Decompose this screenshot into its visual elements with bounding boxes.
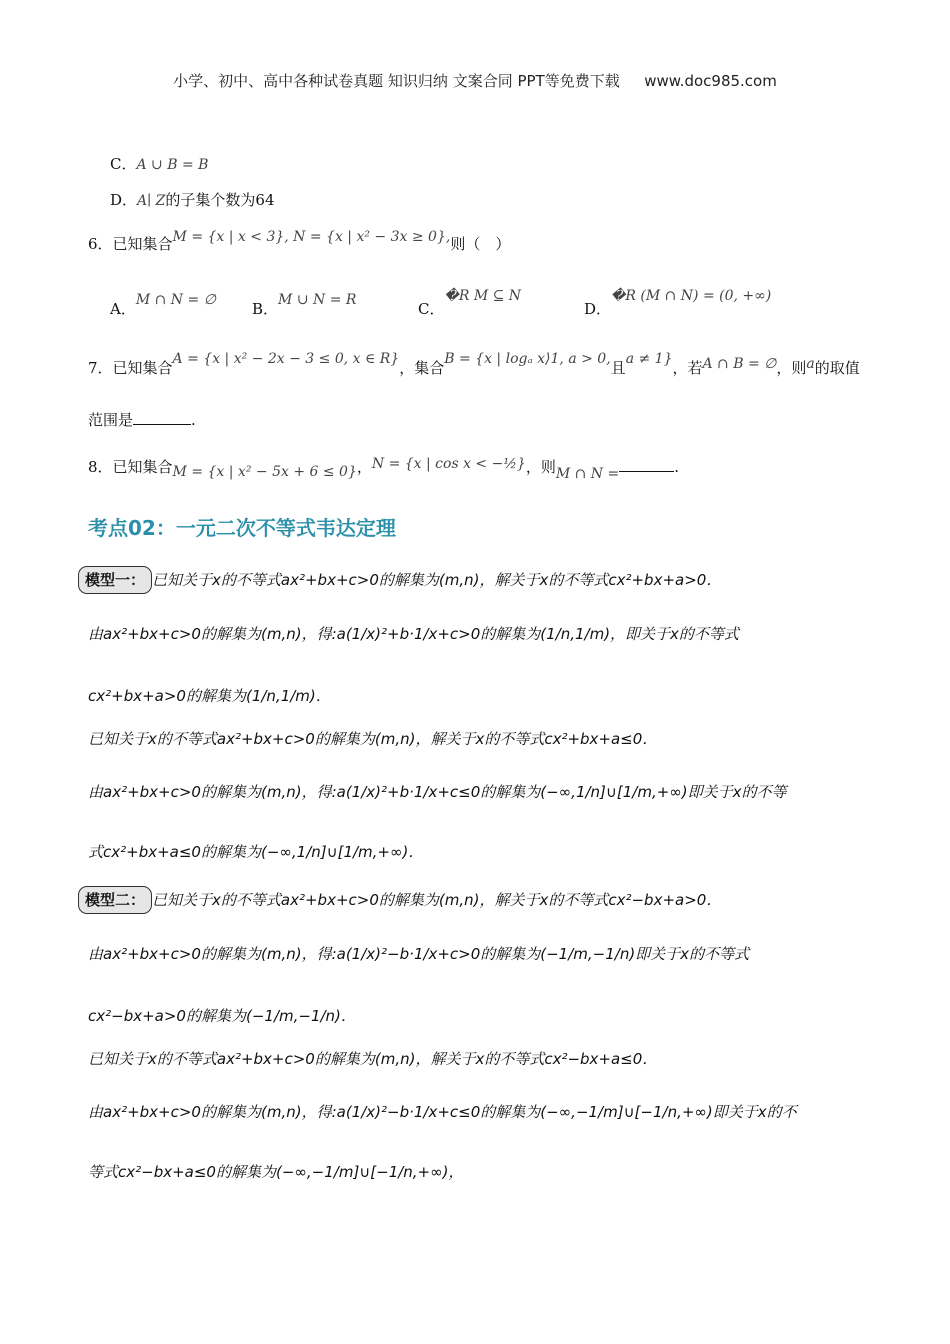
q6-option-c — [418, 288, 522, 322]
q6-option-a-label: A． — [110, 300, 136, 318]
q6-option-c-math: �R M ⊆ N — [444, 288, 522, 304]
q8-pre: 8．已知集合 — [88, 458, 173, 476]
model1-text-5: 由ax²+bx+c>0的解集为(m,n)，得:a(1/x)²+b·1/x+c≤0的解集为(−∞,1/n]∪[1/m,+∞)即关于x的不等 — [88, 783, 787, 801]
model1-line1 — [78, 566, 721, 594]
model1-text-6: 式cx²+bx+a≤0的解集为(−∞,1/n]∪[1/m,+∞)． — [88, 843, 424, 861]
q7-math-e: a — [806, 356, 815, 372]
model1-line6 — [88, 840, 423, 864]
q7-line2-post: . — [191, 411, 196, 429]
q7-stem — [88, 351, 860, 381]
q6-option-b-math: M ∪ N = R — [278, 292, 357, 308]
model2-line2 — [88, 942, 749, 966]
q7-answer-blank — [133, 410, 191, 425]
q7-mid1: ，集合 — [399, 359, 445, 377]
model2-text-1: 已知关于x的不等式ax²+bx+c>0的解集为(m,n)，解关于x的不等式cx²−bx+a>0． — [152, 891, 722, 909]
model2-text-5: 由ax²+bx+c>0的解集为(m,n)，得:a(1/x)²−b·1/x+c≤0的解集为(−∞,−1/m]∪[−1/n,+∞)即关于x的不 — [88, 1103, 797, 1121]
model2-line1 — [78, 886, 721, 914]
q6-option-d — [584, 288, 772, 322]
model2-badge: 模型二： — [78, 886, 152, 914]
q7-math-c: a ≠ 1} — [625, 351, 673, 367]
model1-text-3: cx²+bx+a>0的解集为(1/n,1/m)． — [88, 687, 331, 705]
model1-line2 — [88, 622, 739, 646]
q7-pre: 7．已知集合 — [88, 359, 173, 377]
model1-line3 — [88, 684, 331, 708]
q8-answer-blank — [619, 457, 674, 472]
q6-stem-pre: 6．已知集合 — [88, 235, 173, 253]
q5-option-c — [110, 152, 208, 177]
q5-option-d-text: 的子集个数为64 — [165, 191, 275, 209]
q8-math-n: N = {x | cos x < −½} — [371, 456, 526, 472]
q8-math-m: M = {x | x² − 5x + 6 ≤ 0} — [172, 464, 357, 480]
q7-math-d: A ∩ B = ∅ — [702, 356, 777, 372]
model1-text-1: 已知关于x的不等式ax²+bx+c>0的解集为(m,n)，解关于x的不等式cx²+bx+a>0． — [152, 571, 722, 589]
q8-mid2: ，则 — [525, 458, 556, 476]
q7-post: 的取值 — [814, 359, 860, 377]
section-title: 考点02：一元二次不等式韦达定理 — [88, 516, 396, 540]
q8-post: . — [674, 458, 680, 476]
q6-option-b-label: B． — [252, 300, 279, 318]
model1-text-4: 已知关于x的不等式ax²+bx+c>0的解集为(m,n)，解关于x的不等式cx²+bx+a≤0． — [88, 730, 658, 748]
q6-option-d-label: D． — [584, 300, 612, 318]
page-header: 小学、初中、高中各种试卷真题 知识归纳 文案合同 PPT等免费下载 www.doc985.com — [173, 72, 777, 90]
model2-line5 — [88, 1100, 797, 1124]
q7-line2 — [88, 408, 196, 432]
model2-line3 — [88, 1004, 356, 1028]
model2-line6 — [88, 1160, 463, 1184]
model2-text-2: 由ax²+bx+c>0的解集为(m,n)，得:a(1/x)²−b·1/x+c>0的解集为(−1/m,−1/n)即关于x的不等式 — [88, 945, 750, 963]
q7-math-a: A = {x | x² − 2x − 3 ≤ 0, x ∈ R} — [172, 351, 400, 367]
q6-option-a-math: M ∩ N = ∅ — [135, 292, 216, 308]
q7-mid2: 且 — [610, 359, 626, 377]
q6-option-c-label: C． — [418, 300, 445, 318]
q5-option-d-math: A∣ Z — [137, 193, 166, 209]
model2-line4 — [88, 1047, 657, 1071]
q5-option-c-label: C． — [110, 155, 137, 173]
q6-stem — [88, 229, 511, 257]
q8-math-r: M ∩ N = — [555, 466, 620, 482]
model1-line5 — [88, 780, 787, 804]
q5-option-d-label: D． — [110, 191, 138, 209]
q5-option-d — [110, 188, 275, 213]
model2-text-4: 已知关于x的不等式ax²+bx+c>0的解集为(m,n)，解关于x的不等式cx²−bx+a≤0． — [88, 1050, 658, 1068]
model2-text-3: cx²−bx+a>0的解集为(−1/m,−1/n)． — [88, 1007, 356, 1025]
q6-option-a — [110, 292, 216, 322]
q5-option-c-math: A ∪ B = B — [136, 157, 209, 173]
model2-text-6: 等式cx²−bx+a≤0的解集为(−∞,−1/m]∪[−1/n,+∞)， — [88, 1163, 464, 1181]
q7-mid3: ，若 — [672, 359, 703, 377]
q6-option-b — [252, 292, 357, 322]
q7-math-b: B = {x | logₐ x⟩1, a > 0, — [444, 351, 611, 367]
model1-line4 — [88, 727, 657, 751]
model1-text-2: 由ax²+bx+c>0的解集为(m,n)，得:a(1/x)²+b·1/x+c>0的解集为(1/n,1/m)，即关于x的不等式 — [88, 625, 739, 643]
q6-stem-post: 则（ ） — [450, 235, 511, 253]
q8-stem — [88, 455, 679, 480]
q6-stem-math: M = {x | x < 3}, N = {x | x² − 3x ≥ 0}, — [172, 229, 451, 245]
q7-line2-pre: 范围是 — [88, 411, 134, 429]
q7-mid4: ，则 — [776, 359, 807, 377]
q8-mid1: ， — [356, 458, 372, 476]
q6-option-d-math: �R (M ∩ N) = (0, +∞) — [611, 288, 772, 304]
model1-badge: 模型一： — [78, 566, 152, 594]
